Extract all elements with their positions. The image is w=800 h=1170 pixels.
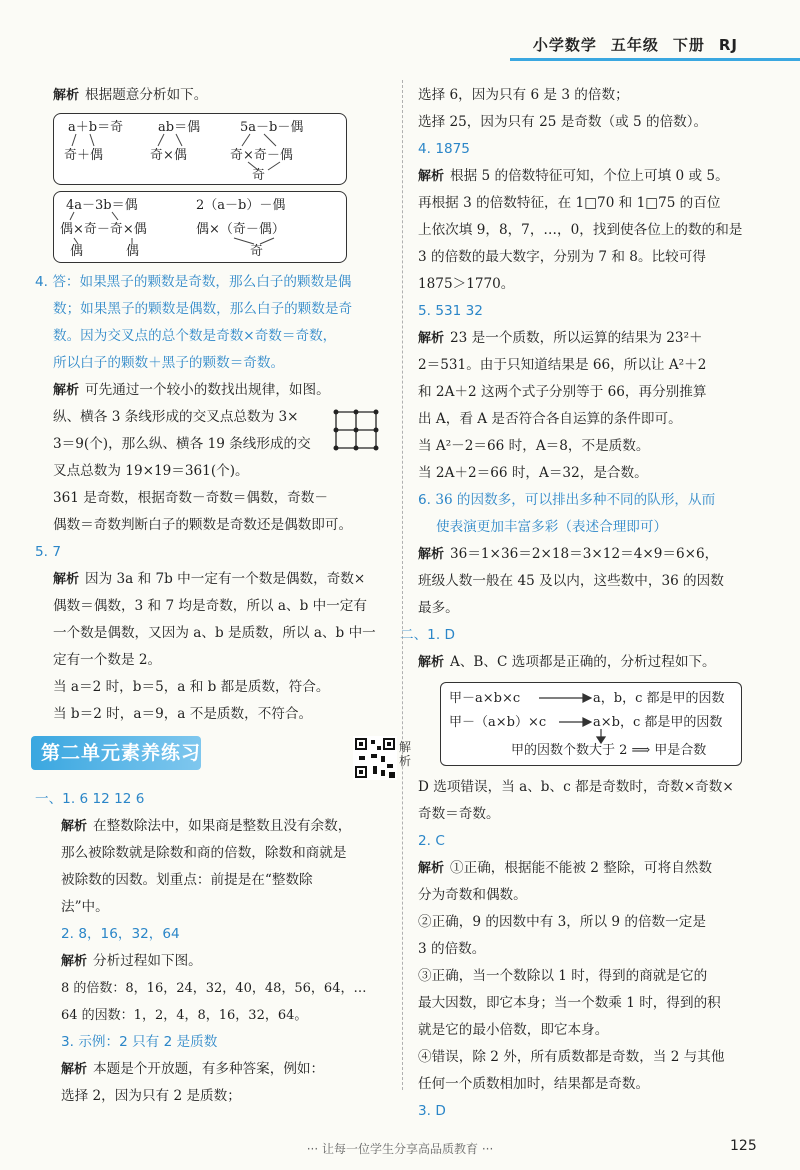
analysis-text: 根据题意分析如下。 [85, 87, 208, 103]
question-number: 4. [418, 141, 431, 157]
answer: 1875 [435, 141, 470, 157]
question-number: 4. [35, 274, 48, 290]
grid-figure [331, 407, 381, 453]
answer-line: 使表演更加丰富多彩（表述合理即可） [436, 519, 668, 535]
analysis-line: 23 是一个质数，所以运算的结果为 23²＋ [450, 330, 703, 346]
analysis-line: ④错误，除 2 外，所有质数都是奇数，当 2 与其他 [418, 1049, 725, 1065]
analysis-line: 纵、横各 3 条线形成的交叉点总数为 3× [53, 409, 299, 425]
analysis-line: 因为 3a 和 7b 中一定有一个数是偶数，奇数× [85, 571, 366, 587]
analysis-line: 选择 25，因为只有 25 是奇数（或 5 的倍数）。 [418, 114, 708, 130]
analysis-line: 偶数＝偶数，3 和 7 均是奇数，所以 a、b 中一定有 [53, 598, 367, 614]
question-number: 5. [418, 303, 431, 319]
expr: 偶 [126, 244, 140, 259]
expr: 4a－3b＝偶 [66, 198, 138, 213]
expr: 奇 [250, 244, 264, 259]
analysis-line: 当 a＝2 时，b＝5，a 和 b 都是质数，符合。 [53, 679, 330, 695]
factors-line: 64 的因数：1，2，4，8，16，32，64。 [61, 1008, 308, 1023]
expr: 5a－b－偶 [240, 120, 304, 135]
answer: 7 [52, 544, 61, 560]
section-title: 第二单元素养练习 [41, 742, 202, 764]
analysis-line: 和 2A＋2 这两个式子分别等于 66，再分别推算 [418, 384, 707, 400]
qr-code-icon[interactable] [353, 736, 397, 780]
analysis-line: 被除数的因数。划重点：前提是在“整数除 [61, 872, 313, 888]
analysis-line: 再根据 3 的倍数特征，在 1□70 和 1□75 的百位 [418, 195, 721, 211]
analysis-line: 叉点总数为 19×19＝361(个)。 [53, 463, 249, 479]
question-number: 2. [61, 926, 74, 942]
analysis-line: 本题是个开放题，有多种答案，例如： [93, 1061, 325, 1077]
analysis-line: 选择 2，因为只有 2 是质数； [61, 1088, 241, 1104]
analysis-line: 定有一个数是 2。 [53, 652, 162, 668]
right-column [400, 82, 763, 1125]
analysis-line: 最多。 [418, 600, 459, 616]
question-number: 5. [35, 544, 48, 560]
analysis-line: 当 b＝2 时，a＝9，a 不是质数，不符合。 [53, 706, 313, 722]
answer-line: 数。因为交叉点的总个数是奇数×奇数＝奇数， [53, 328, 337, 344]
analysis-line: 361 是奇数，根据奇数－奇数＝偶数，奇数－ [53, 490, 328, 506]
expr: 偶×（奇－偶） [196, 222, 285, 237]
analysis-line: 根据 5 的倍数特征可知，个位上可填 0 或 5。 [450, 168, 729, 184]
analysis-line: 上依次填 9，8，7，…，0，找到使各位上的数的和是 [418, 222, 743, 238]
header-volume: 下册 [672, 36, 705, 54]
expr: 奇 [252, 168, 266, 183]
expr: a＋b＝奇 [68, 120, 124, 135]
expr: 奇＋偶 [64, 148, 104, 163]
analysis-line: 出 A，看 A 是否符合各自运算的条件即可。 [418, 411, 682, 427]
analysis-label: 解析 [53, 572, 80, 587]
dots-right: ··· [478, 1142, 494, 1156]
analysis-line: 任何一个质数相加时，结果都是奇数。 [418, 1076, 650, 1092]
analysis-label: 解析 [418, 655, 445, 670]
answer: D [435, 1103, 446, 1119]
answer-line: 数；如果黑子的颗数是偶数，那么白子的颗数是奇 [53, 301, 353, 317]
analysis-label: 解析 [418, 331, 445, 346]
answer-line: 所以白子的颗数＋黑子的颗数＝奇数。 [53, 355, 285, 371]
expr: 偶 [70, 244, 84, 259]
analysis-line: 法”中。 [61, 899, 109, 915]
answer: 6 12 12 6 [79, 791, 145, 807]
expr: 奇×偶 [150, 148, 187, 163]
expr: ab＝偶 [158, 120, 201, 135]
analysis-line: 班级人数一般在 45 及以内，这些数中，36 的因数 [418, 573, 724, 589]
analysis-line: ①正确，根据能不能被 2 整除，可将自然数 [450, 860, 712, 876]
parity-diagram-1 [53, 113, 347, 185]
expr: a×b，c 都是甲的因数 [593, 715, 723, 730]
header-subject: 小学数学 [532, 36, 597, 54]
answer-line: 答：如果黑子的颗数是奇数，那么白子的颗数是偶 [52, 274, 352, 290]
analysis-line: 分析过程如下图。 [93, 953, 202, 969]
analysis-line: 3 的倍数。 [418, 941, 486, 957]
qr-label: 解析 [399, 740, 412, 768]
header-edition: RJ [718, 36, 738, 54]
running-header [533, 34, 738, 55]
question-number: 二、1. [400, 627, 441, 643]
answer: 8，16，32，64 [78, 926, 180, 942]
question-number: 一、1. [35, 791, 76, 807]
page-number: 125 [730, 1138, 757, 1154]
expr: 奇×奇－偶 [230, 148, 293, 163]
analysis-line: A、B、C 选项都是正确的，分析过程如下。 [450, 654, 716, 670]
analysis-label: 解析 [53, 383, 80, 398]
analysis-line: 36＝1×36＝2×18＝3×12＝4×9＝6×6， [450, 546, 719, 562]
analysis-label: 解析 [53, 88, 80, 103]
expr: a，b，c 都是甲的因数 [593, 691, 725, 706]
analysis-line: 那么被除数就是除数和商的倍数，除数和商就是 [61, 845, 347, 861]
expr: 偶×奇－奇×偶 [60, 222, 147, 237]
analysis-line: 3＝9(个)，那么纵、横各 19 条线形成的交 [53, 436, 311, 452]
analysis-line: ③正确，当一个数除以 1 时，得到的商就是它的 [418, 968, 708, 984]
section-banner [31, 736, 201, 770]
arrows [54, 192, 346, 262]
left-column [35, 82, 412, 1110]
analysis-line: D 选项错误，当 a、b、c 都是奇数时，奇数×奇数× [418, 779, 734, 795]
footer-slogan [0, 1140, 800, 1157]
expr: 2（a－b）－偶 [196, 198, 286, 213]
answer: D [444, 627, 455, 643]
analysis-label: 解析 [418, 861, 445, 876]
analysis-label: 解析 [61, 1062, 88, 1077]
question-number: 3. [418, 1103, 431, 1119]
analysis-line: 就是它的最小倍数，即它本身。 [418, 1022, 609, 1038]
analysis-line: 2＝531。由于只知道结果是 66，所以让 A²＋2 [418, 357, 707, 373]
answer: C [435, 833, 445, 849]
slogan-text: 让每一位学生分享高品质教育 [321, 1142, 478, 1156]
analysis-line: 选择 6，因为只有 6 是 3 的倍数； [418, 87, 629, 103]
analysis-line: 一个数是偶数，又因为 a、b 是质数，所以 a、b 中一 [53, 625, 376, 641]
analysis-line: 当 2A＋2＝66 时，A＝32，是合数。 [418, 465, 648, 481]
analysis-label: 解析 [418, 547, 445, 562]
analysis-label: 解析 [61, 954, 88, 969]
analysis-line: 分为奇数和偶数。 [418, 887, 527, 903]
expr: 甲－（a×b）×c [449, 715, 547, 730]
header-rule [510, 58, 800, 61]
analysis-line: 可先通过一个较小的数找出规律，如图。 [85, 382, 330, 398]
multiples-line: 8 的倍数：8，16，24，32，40，48，56，64，… [61, 981, 367, 996]
analysis-line: 3 的倍数的最大数字，分别为 7 和 8。比较可得 [418, 249, 706, 265]
factor-diagram [440, 682, 742, 766]
answer: 531 32 [435, 303, 483, 319]
analysis-line: 在整数除法中，如果商是整数且没有余数， [93, 818, 352, 834]
analysis-line: 偶数＝奇数判断白子的颗数是奇数还是偶数即可。 [53, 517, 353, 533]
header-grade: 五年级 [610, 36, 659, 54]
question-number: 3. [61, 1034, 74, 1050]
arrows [54, 114, 346, 184]
expr: 甲的因数个数大于 2 ⟹ 甲是合数 [511, 743, 707, 758]
analysis-line: 1875＞1770。 [418, 276, 515, 292]
dots-left: ··· [306, 1142, 322, 1156]
answer-line: 36 的因数多，可以排出多种不同的队形，从而 [435, 492, 716, 508]
column-divider [402, 80, 403, 1090]
expr: 甲－a×b×c [449, 691, 521, 706]
question-number: 6. [418, 492, 431, 508]
analysis-line: 当 A²－2＝66 时，A＝8，不是质数。 [418, 438, 650, 454]
question-number: 2. [418, 833, 431, 849]
analysis-label: 解析 [61, 819, 88, 834]
arrows [441, 683, 741, 765]
answer: 示例：2 只有 2 是质数 [78, 1034, 218, 1050]
analysis-label: 解析 [418, 169, 445, 184]
analysis-line: ②正确，9 的因数中有 3，所以 9 的倍数一定是 [418, 914, 706, 930]
analysis-line: 奇数＝奇数。 [418, 806, 500, 822]
parity-diagram-2 [53, 191, 347, 263]
analysis-line: 最大因数，即它本身；当一个数乘 1 时，得到的积 [418, 995, 721, 1011]
